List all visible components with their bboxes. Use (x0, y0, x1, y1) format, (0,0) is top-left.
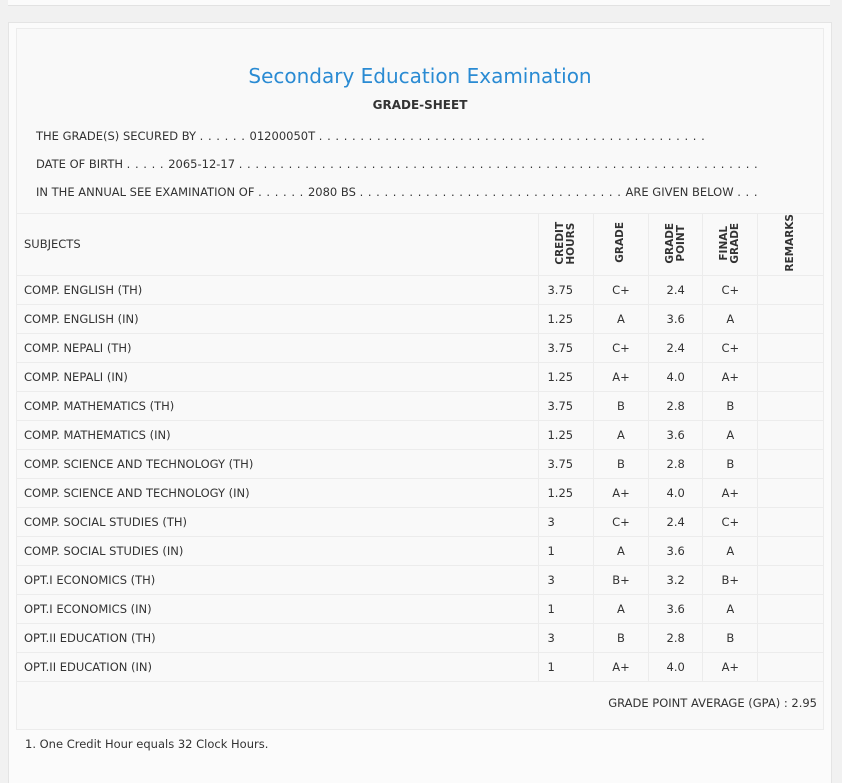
remarks-cell (758, 478, 823, 507)
grade-point-cell: 2.4 (648, 333, 703, 362)
table-row (17, 304, 823, 333)
exam-label: IN THE ANNUAL SEE EXAMINATION OF (36, 185, 255, 199)
credit-hours-cell: 1 (539, 536, 594, 565)
table-row (17, 565, 823, 594)
grade-cell: A (594, 536, 649, 565)
page-title: Secondary Education Examination (248, 64, 592, 88)
credit-hours-cell: 3 (539, 623, 594, 652)
grade-cell: B+ (594, 565, 649, 594)
subject-cell: COMP. NEPALI (TH) (17, 333, 539, 362)
final-grade-cell: A+ (703, 478, 758, 507)
secured-by-line (36, 129, 705, 143)
grade-cell: B (594, 391, 649, 420)
final-grade-cell: C+ (703, 275, 758, 304)
subject-cell: COMP. SOCIAL STUDIES (IN) (17, 536, 539, 565)
grade-point-cell: 2.4 (648, 275, 703, 304)
remarks-cell (758, 449, 823, 478)
symbol-number: 01200050T (249, 129, 316, 143)
table-row (17, 275, 823, 304)
subject-cell: OPT.I ECONOMICS (TH) (17, 565, 539, 594)
table-row (17, 536, 823, 565)
exam-value: 2080 BS (307, 185, 356, 199)
dob-line (36, 157, 758, 171)
dot-leader: . . . . . (126, 157, 169, 171)
final-grade-cell: B (703, 623, 758, 652)
remarks-cell (758, 420, 823, 449)
subject-cell: COMP. SCIENCE AND TECHNOLOGY (TH) (17, 449, 539, 478)
remarks-cell (758, 565, 823, 594)
table-row (17, 478, 823, 507)
credit-hours-cell: 3 (539, 507, 594, 536)
table-row (17, 333, 823, 362)
grade-cell: B (594, 449, 649, 478)
credit-hours-cell: 1.25 (539, 362, 594, 391)
grade-cell: B (594, 623, 649, 652)
remarks-cell (758, 275, 823, 304)
final-grade-cell: A (703, 536, 758, 565)
grade-cell: C+ (594, 275, 649, 304)
credit-hours-cell: 3.75 (539, 391, 594, 420)
grade-point-cell: 2.8 (648, 449, 703, 478)
subjects-header: SUBJECTS (17, 214, 539, 276)
final-grade-cell: A (703, 594, 758, 623)
credit-hours-cell: 1.25 (539, 420, 594, 449)
final-grade-cell: B (703, 391, 758, 420)
final-grade-cell: A+ (703, 652, 758, 681)
dot-leader: . . . . . . (199, 129, 250, 143)
grade-point-cell: 3.6 (648, 304, 703, 333)
gpa-summary (608, 696, 817, 710)
remarks-cell (758, 507, 823, 536)
final-grade-cell: C+ (703, 507, 758, 536)
remarks-cell (758, 623, 823, 652)
remarks-cell (758, 594, 823, 623)
grade-point-cell: 3.6 (648, 420, 703, 449)
subject-cell: OPT.I ECONOMICS (IN) (17, 594, 539, 623)
dot-leader: . . . . . . (258, 185, 308, 199)
remarks-cell (758, 652, 823, 681)
final-grade-cell: B (703, 449, 758, 478)
credit-hours-cell: 1.25 (539, 304, 594, 333)
grade-point-cell: 3.2 (648, 565, 703, 594)
table-row (17, 594, 823, 623)
secured-by-label: THE GRADE(S) SECURED BY (36, 129, 197, 143)
credit-hours-cell: 1 (539, 594, 594, 623)
final-grade-header: FINAL GRADE (703, 214, 758, 276)
credit-hours-cell: 1.25 (539, 478, 594, 507)
grade-header: GRADE (594, 214, 649, 276)
gpa-value: 2.95 (791, 696, 817, 710)
dot-leader: . . . . . . . . . . . . . . . . . . . . . . . . . . . . . . . . . . . . . . . . . . . . . . . . . . . . . . . . . . . . . . . (238, 157, 759, 171)
subject-cell: OPT.II EDUCATION (IN) (17, 652, 539, 681)
remarks-cell (758, 304, 823, 333)
remarks-cell (758, 536, 823, 565)
credit-hours-cell: 1 (539, 652, 594, 681)
credit-hours-cell: 3 (539, 565, 594, 594)
grade-point-cell: 3.6 (648, 594, 703, 623)
credit-hours-header: CREDIT HOURS (539, 214, 594, 276)
page-subtitle: GRADE-SHEET (372, 98, 468, 112)
dot-leader: . . . . . . . . . . . . . . . . . . . . . . . . . . . . . . . . (359, 185, 626, 199)
grade-cell: A+ (594, 652, 649, 681)
dot-leader: . . . . . . . . . . . . . . . . . . . . . . . . . . . . . . . . . . . . . . . . . . . . . . . (318, 129, 706, 143)
final-grade-cell: C+ (703, 333, 758, 362)
dob-label: DATE OF BIRTH (36, 157, 124, 171)
subject-cell: COMP. ENGLISH (TH) (17, 275, 539, 304)
table-row (17, 652, 823, 681)
subject-cell: COMP. MATHEMATICS (TH) (17, 391, 539, 420)
remarks-cell (758, 391, 823, 420)
table-row (17, 507, 823, 536)
table-row (17, 449, 823, 478)
remarks-cell (758, 333, 823, 362)
gpa-row (17, 681, 823, 726)
final-grade-cell: A (703, 304, 758, 333)
grade-cell: A (594, 304, 649, 333)
notes (25, 735, 268, 753)
top-strip (8, 0, 830, 6)
grades-table (17, 213, 823, 681)
subject-cell: COMP. ENGLISH (IN) (17, 304, 539, 333)
table-row (17, 391, 823, 420)
table-row (17, 420, 823, 449)
grade-point-cell: 4.0 (648, 478, 703, 507)
grade-point-cell: 2.8 (648, 391, 703, 420)
grade-point-cell: 2.8 (648, 623, 703, 652)
grade-cell: A (594, 594, 649, 623)
dot-leader: . . . (737, 185, 759, 199)
grade-point-header: GRADE POINT (648, 214, 703, 276)
subject-cell: OPT.II EDUCATION (TH) (17, 623, 539, 652)
remarks-header: REMARKS (758, 214, 823, 276)
grade-point-cell: 2.4 (648, 507, 703, 536)
credit-hours-cell: 3.75 (539, 275, 594, 304)
grade-cell: C+ (594, 507, 649, 536)
grade-cell: A+ (594, 478, 649, 507)
final-grade-cell: A+ (703, 362, 758, 391)
grade-point-cell: 4.0 (648, 362, 703, 391)
table-row (17, 623, 823, 652)
grades-body (17, 275, 823, 681)
exam-line (36, 185, 758, 199)
note-item: 1. One Credit Hour equals 32 Clock Hours. (25, 737, 269, 751)
table-header-row (17, 214, 823, 276)
remarks-cell (758, 362, 823, 391)
final-grade-cell: A (703, 420, 758, 449)
credit-hours-cell: 3.75 (539, 449, 594, 478)
subject-cell: COMP. NEPALI (IN) (17, 362, 539, 391)
grade-sheet-panel (8, 22, 832, 783)
final-grade-cell: B+ (703, 565, 758, 594)
subject-cell: COMP. SOCIAL STUDIES (TH) (17, 507, 539, 536)
dob-value: 2065-12-17 (168, 157, 236, 171)
subject-cell: COMP. MATHEMATICS (IN) (17, 420, 539, 449)
grade-cell: A+ (594, 362, 649, 391)
gpa-label: GRADE POINT AVERAGE (GPA) : (608, 696, 788, 710)
grade-point-cell: 4.0 (648, 652, 703, 681)
credit-hours-cell: 3.75 (539, 333, 594, 362)
grade-cell: C+ (594, 333, 649, 362)
grade-cell: A (594, 420, 649, 449)
table-row (17, 362, 823, 391)
subject-cell: COMP. SCIENCE AND TECHNOLOGY (IN) (17, 478, 539, 507)
exam-suffix: ARE GIVEN BELOW (625, 185, 734, 199)
grade-point-cell: 3.6 (648, 536, 703, 565)
